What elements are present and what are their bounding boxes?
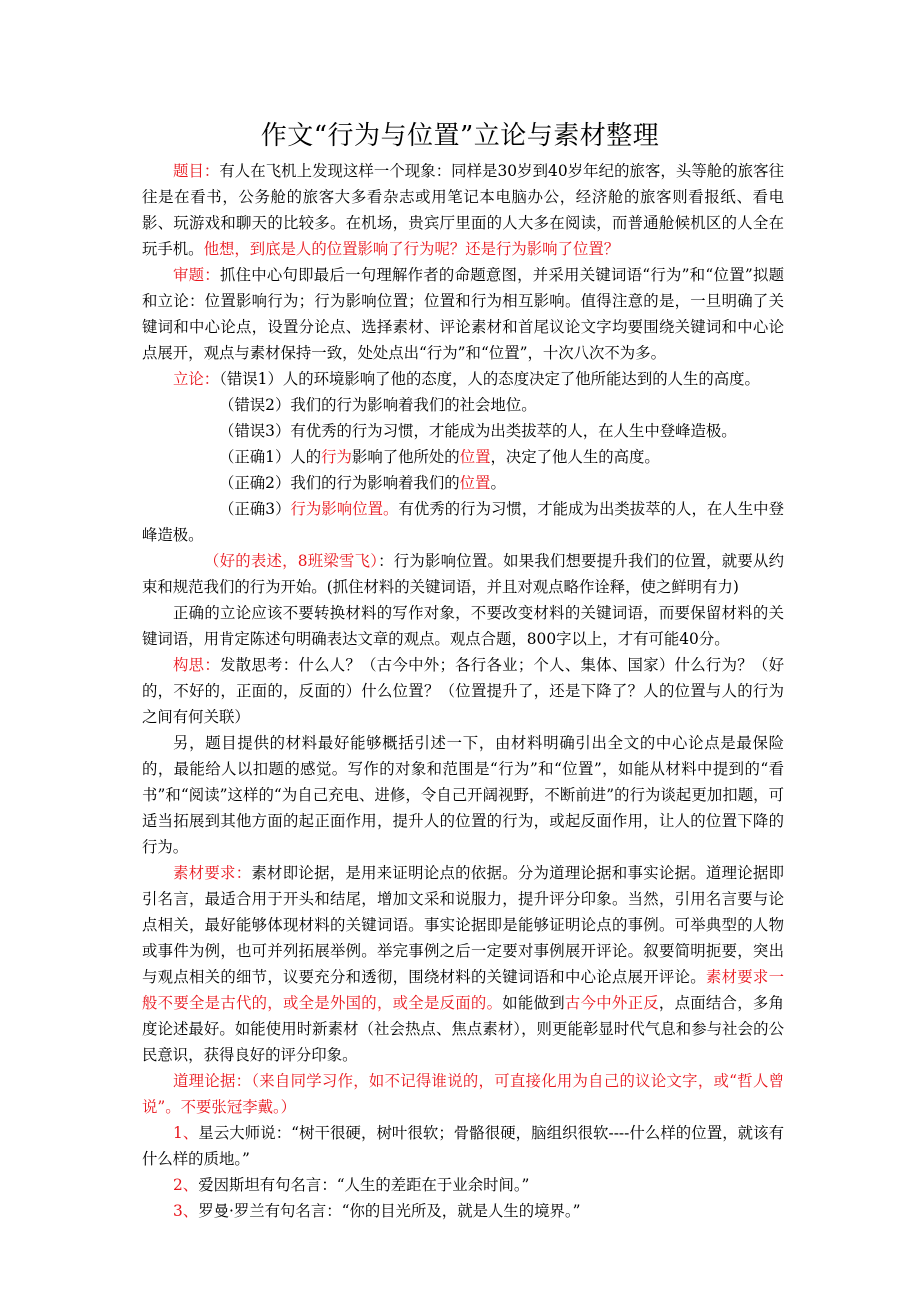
- correct-1-a: （正确1）人的: [219, 448, 322, 466]
- quote-3: [142, 1198, 784, 1224]
- quote-2-text: 爱因斯坦有句名言：“人生的差距在于业余时间。”: [198, 1176, 530, 1194]
- also-paragraph: 另，题目提供的材料最好能够概括引述一下，由材料明确引出全文的中心论点是最保险的，最能给人以扣题的感觉。写作的对象和范围是“行为”和“位置”，如能从材料中提到的“看书”和“阅读”这样的“为自己充电、进修，令自己开阔视野，不断前进”的行为谈起更加扣题，可适当拓展到其他方面的起正面作用，提升人的位置的行为，或起反面作用，让人的位置下降的行为。: [142, 734, 784, 856]
- thesis-correct-3: [142, 496, 784, 548]
- material-label: 素材要求：: [173, 864, 252, 882]
- thesis-correct-1: [142, 444, 784, 470]
- thesis-error-1-text: （错误1）人的环境影响了他的态度，人的态度决定了他所能达到的人生的高度。: [219, 370, 760, 388]
- topic-paragraph: [142, 158, 784, 262]
- quote-2: [142, 1172, 784, 1198]
- correct-3-c: 有优秀的行为习惯，才能成为出类拔萃的人，在人生中登峰造极。: [142, 500, 784, 544]
- correct-2-keyword-position: 位置: [459, 474, 491, 492]
- correct-3-a: （正确3）: [219, 500, 291, 518]
- material-text-2: 如能做到: [502, 994, 565, 1012]
- correct-thesis-paragraph: 正确的立论应该不要转换材料的写作对象，不要改变材料的关键词语，而要保留材料的关键词语，用肯定陈述句明确表达文章的观点。观点合题，800字以上，才有可能40分。: [142, 604, 784, 648]
- analysis-label: 审题：: [173, 266, 220, 284]
- material-text-1: 素材即论据，是用来证明论点的依据。分为道理论据和事实论据。道理论据即引名言，最适合用于开头和结尾，增加文采和说服力，提升评分印象。当然，引用名言要与论点相关，最好能够体现材料的关键词语。事实论据即是能够证明论点的事例。可举典型的人物或事件为例，也可并列拓展举例。举完事例之后一定要对事例展开评论。叙要简明扼要，突出与观点相关的细节，议要充分和透彻，围绕材料的关键词语和中心论点展开评论。: [142, 864, 784, 986]
- idea-label: 构思：: [173, 656, 221, 674]
- quote-3-text: 罗曼·罗兰有句名言：“你的目光所及，就是人生的境界。”: [198, 1202, 581, 1220]
- material-red-2: 古今中外正反: [564, 994, 659, 1012]
- idea-paragraph: [142, 652, 784, 730]
- material-text-3: ，点面结合，多角度论述最好。如能使用时新素材（社会热点、焦点素材），则更能彰显时代气息和参与社会的公民意识，获得良好的评分印象。: [142, 994, 784, 1064]
- analysis-text: 抓住中心句即最后一句理解作者的命题意图，并采用关键词语“行为”和“位置”拟题和立论：位置影响行为；行为影响位置；位置和行为相互影响。值得注意的是，一旦明确了关键词和中心论点，设置分论点、选择素材、评论素材和首尾议论文字均要围绕关键词和中心论点展开，观点与素材保持一致，处处点出“行为”和“位置”，十次八次不为多。: [142, 266, 784, 362]
- topic-question: 他想，到底是人的位置影响了行为呢？还是行为影响了位置？: [203, 240, 620, 258]
- correct-2-a: （正确2）我们的行为影响着我们的: [219, 474, 460, 492]
- material-paragraph: [142, 860, 784, 1068]
- quote-2-number: 2、: [173, 1176, 199, 1194]
- analysis-paragraph: [142, 262, 784, 366]
- document-title: 作文“行为与位置”立论与素材整理: [260, 121, 660, 151]
- material-red-1: 素材要求一般不要全是古代的，或全是外国的，或全是反面的。: [142, 968, 784, 1012]
- thesis-label: 立论：: [173, 370, 220, 388]
- good-expression-label: （好的表述，8班梁雪飞）: [204, 552, 379, 570]
- good-expression-paragraph: [142, 548, 784, 600]
- topic-label: 题目：: [173, 162, 220, 180]
- thesis-error-3: （错误3）有优秀的行为习惯，才能成为出类拔萃的人，在人生中登峰造极。: [219, 422, 737, 440]
- quote-3-number: 3、: [173, 1202, 199, 1220]
- quote-1: [142, 1120, 784, 1172]
- document-body: [142, 158, 784, 1224]
- thesis-error-1: [142, 366, 784, 392]
- thesis-correct-2: [142, 470, 784, 496]
- correct-3-keyword: 行为影响位置。: [290, 500, 399, 518]
- correct-1-keyword-behavior: 行为: [321, 448, 352, 466]
- quote-1-number: 1、: [173, 1124, 199, 1142]
- correct-1-c: 影响了他所处的: [351, 448, 460, 466]
- correct-1-e: ，决定了他人生的高度。: [490, 448, 660, 466]
- idea-text: 发散思考：什么人？（古今中外；各行各业；个人、集体、国家）什么行为？（好的，不好的，正面的，反面的）什么位置？（位置提升了，还是下降了？人的位置与人的行为之间有何关联）: [142, 656, 784, 726]
- topic-text: 有人在飞机上发现这样一个现象：同样是30岁到40岁年纪的旅客，头等舱的旅客往往是在看书，公务舱的旅客大多看杂志或用笔记本电脑办公，经济舱的旅客则看报纸、看电影、玩游戏和聊天的比较多。在机场，贵宾厅里面的人大多在阅读，而普通舱候机区的人全在玩手机。: [142, 162, 784, 258]
- good-expression-text: ：行为影响位置。如果我们想要提升我们的位置，就要从约束和规范我们的行为开始。(抓住材料的关键词语，并且对观点略作诠释，使之鲜明有力): [142, 552, 784, 596]
- quote-1-text: 星云大师说：“树干很硬，树叶很软；骨骼很硬，脑组织很软----什么样的位置，就该有什么样的质地。”: [142, 1124, 784, 1168]
- thesis-error-2: （错误2）我们的行为影响着我们的社会地位。: [219, 396, 537, 414]
- correct-2-c: 。: [490, 474, 506, 492]
- reason-evidence-paragraph: 道理论据：（来自同学习作，如不记得谁说的，可直接化用为自己的议论文字，或“哲人曾说”。不要张冠李戴。）: [142, 1072, 784, 1116]
- correct-1-keyword-position: 位置: [459, 448, 491, 466]
